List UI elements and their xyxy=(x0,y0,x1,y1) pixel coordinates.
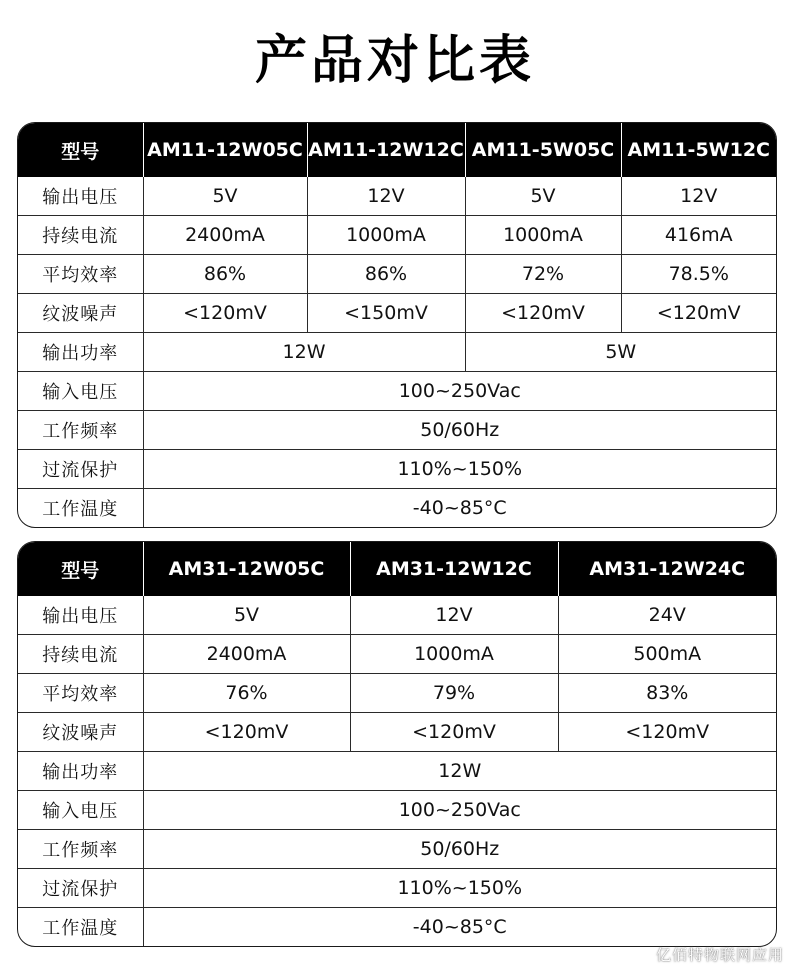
row-label: 持续电流 xyxy=(18,635,143,674)
table-cell: 5V xyxy=(143,596,350,635)
table-cell: <120mV xyxy=(143,713,350,752)
spec-table xyxy=(18,542,776,946)
table-cell: <120mV xyxy=(621,294,776,333)
row-label: 输出功率 xyxy=(18,752,143,791)
table-cell: 1000mA xyxy=(307,216,465,255)
table-cell: 110%~150% xyxy=(143,450,776,489)
header-row xyxy=(18,123,776,177)
table-cell: 50/60Hz xyxy=(143,411,776,450)
table-row xyxy=(18,596,776,635)
table-cell: 110%~150% xyxy=(143,869,776,908)
row-label: 工作频率 xyxy=(18,830,143,869)
header-model-label: 型号 xyxy=(18,542,143,596)
table-cell: 72% xyxy=(465,255,621,294)
table-row xyxy=(18,177,776,216)
row-label: 纹波噪声 xyxy=(18,294,143,333)
table-cell: 1000mA xyxy=(465,216,621,255)
row-label: 输出电压 xyxy=(18,596,143,635)
row-label: 过流保护 xyxy=(18,869,143,908)
table-cell: 500mA xyxy=(558,635,776,674)
header-model-am11-12w12c: AM11-12W12C xyxy=(307,123,465,177)
table-row xyxy=(18,752,776,791)
row-label: 输出电压 xyxy=(18,177,143,216)
row-label: 过流保护 xyxy=(18,450,143,489)
table-row xyxy=(18,713,776,752)
table-cell: 100~250Vac xyxy=(143,791,776,830)
table-row xyxy=(18,255,776,294)
table-cell: 24V xyxy=(558,596,776,635)
spec-table xyxy=(18,123,776,527)
header-model-am11-5w12c: AM11-5W12C xyxy=(621,123,776,177)
header-model-am31-12w12c: AM31-12W12C xyxy=(350,542,558,596)
table-cell: -40~85°C xyxy=(412,497,507,519)
table-cell: <120mV xyxy=(465,294,621,333)
table-row xyxy=(18,294,776,333)
row-label: 工作温度 xyxy=(18,908,143,947)
watermark-text: 亿佰特物联网应用 xyxy=(655,946,784,964)
table-cell: <120mV xyxy=(350,713,558,752)
table-cell: -40~85°C xyxy=(412,916,507,938)
table-row xyxy=(18,372,776,411)
table-row xyxy=(18,635,776,674)
table-cell: <120mV xyxy=(558,713,776,752)
table-cell: 12W xyxy=(143,752,776,791)
table-cell: 1000mA xyxy=(350,635,558,674)
table-cell: 12W xyxy=(143,333,465,372)
table-row xyxy=(18,333,776,372)
table-row xyxy=(18,489,776,528)
table-row xyxy=(18,216,776,255)
header-model-am31-12w24c: AM31-12W24C xyxy=(558,542,776,596)
header-model-am11-5w05c: AM11-5W05C xyxy=(465,123,621,177)
page-title: 产品对比表 xyxy=(254,31,535,91)
row-label: 纹波噪声 xyxy=(18,713,143,752)
header-row xyxy=(18,542,776,596)
row-label: 工作频率 xyxy=(18,411,143,450)
table-cell: 86% xyxy=(307,255,465,294)
table-cell: 76% xyxy=(143,674,350,713)
table-cell: 5V xyxy=(465,177,621,216)
table-row xyxy=(18,411,776,450)
comparison-table-am31 xyxy=(17,541,777,947)
table-cell: 416mA xyxy=(621,216,776,255)
row-label: 平均效率 xyxy=(18,255,143,294)
header-model-label: 型号 xyxy=(18,123,143,177)
table-cell: 5W xyxy=(465,333,776,372)
table-row xyxy=(18,674,776,713)
table-row xyxy=(18,791,776,830)
row-label: 持续电流 xyxy=(18,216,143,255)
table-cell: 12V xyxy=(621,177,776,216)
table-row xyxy=(18,869,776,908)
table-row xyxy=(18,450,776,489)
row-label: 输入电压 xyxy=(18,791,143,830)
table-cell: 50/60Hz xyxy=(143,830,776,869)
table-cell: 12V xyxy=(350,596,558,635)
table-cell: <150mV xyxy=(307,294,465,333)
row-label: 平均效率 xyxy=(18,674,143,713)
table-cell: 12V xyxy=(307,177,465,216)
row-label: 输出功率 xyxy=(18,333,143,372)
table-cell: 83% xyxy=(558,674,776,713)
table-cell: 100~250Vac xyxy=(143,372,776,411)
table-row xyxy=(18,830,776,869)
table-cell: 79% xyxy=(350,674,558,713)
table-cell: 2400mA xyxy=(143,216,307,255)
comparison-table-am11 xyxy=(17,122,777,528)
table-row xyxy=(18,908,776,947)
table-cell: 2400mA xyxy=(143,635,350,674)
header-model-am11-12w05c: AM11-12W05C xyxy=(143,123,307,177)
row-label: 工作温度 xyxy=(18,489,143,528)
table-cell: 5V xyxy=(143,177,307,216)
table-cell: 86% xyxy=(143,255,307,294)
header-model-am31-12w05c: AM31-12W05C xyxy=(143,542,350,596)
table-cell: <120mV xyxy=(143,294,307,333)
table-cell: 78.5% xyxy=(621,255,776,294)
row-label: 输入电压 xyxy=(18,372,143,411)
